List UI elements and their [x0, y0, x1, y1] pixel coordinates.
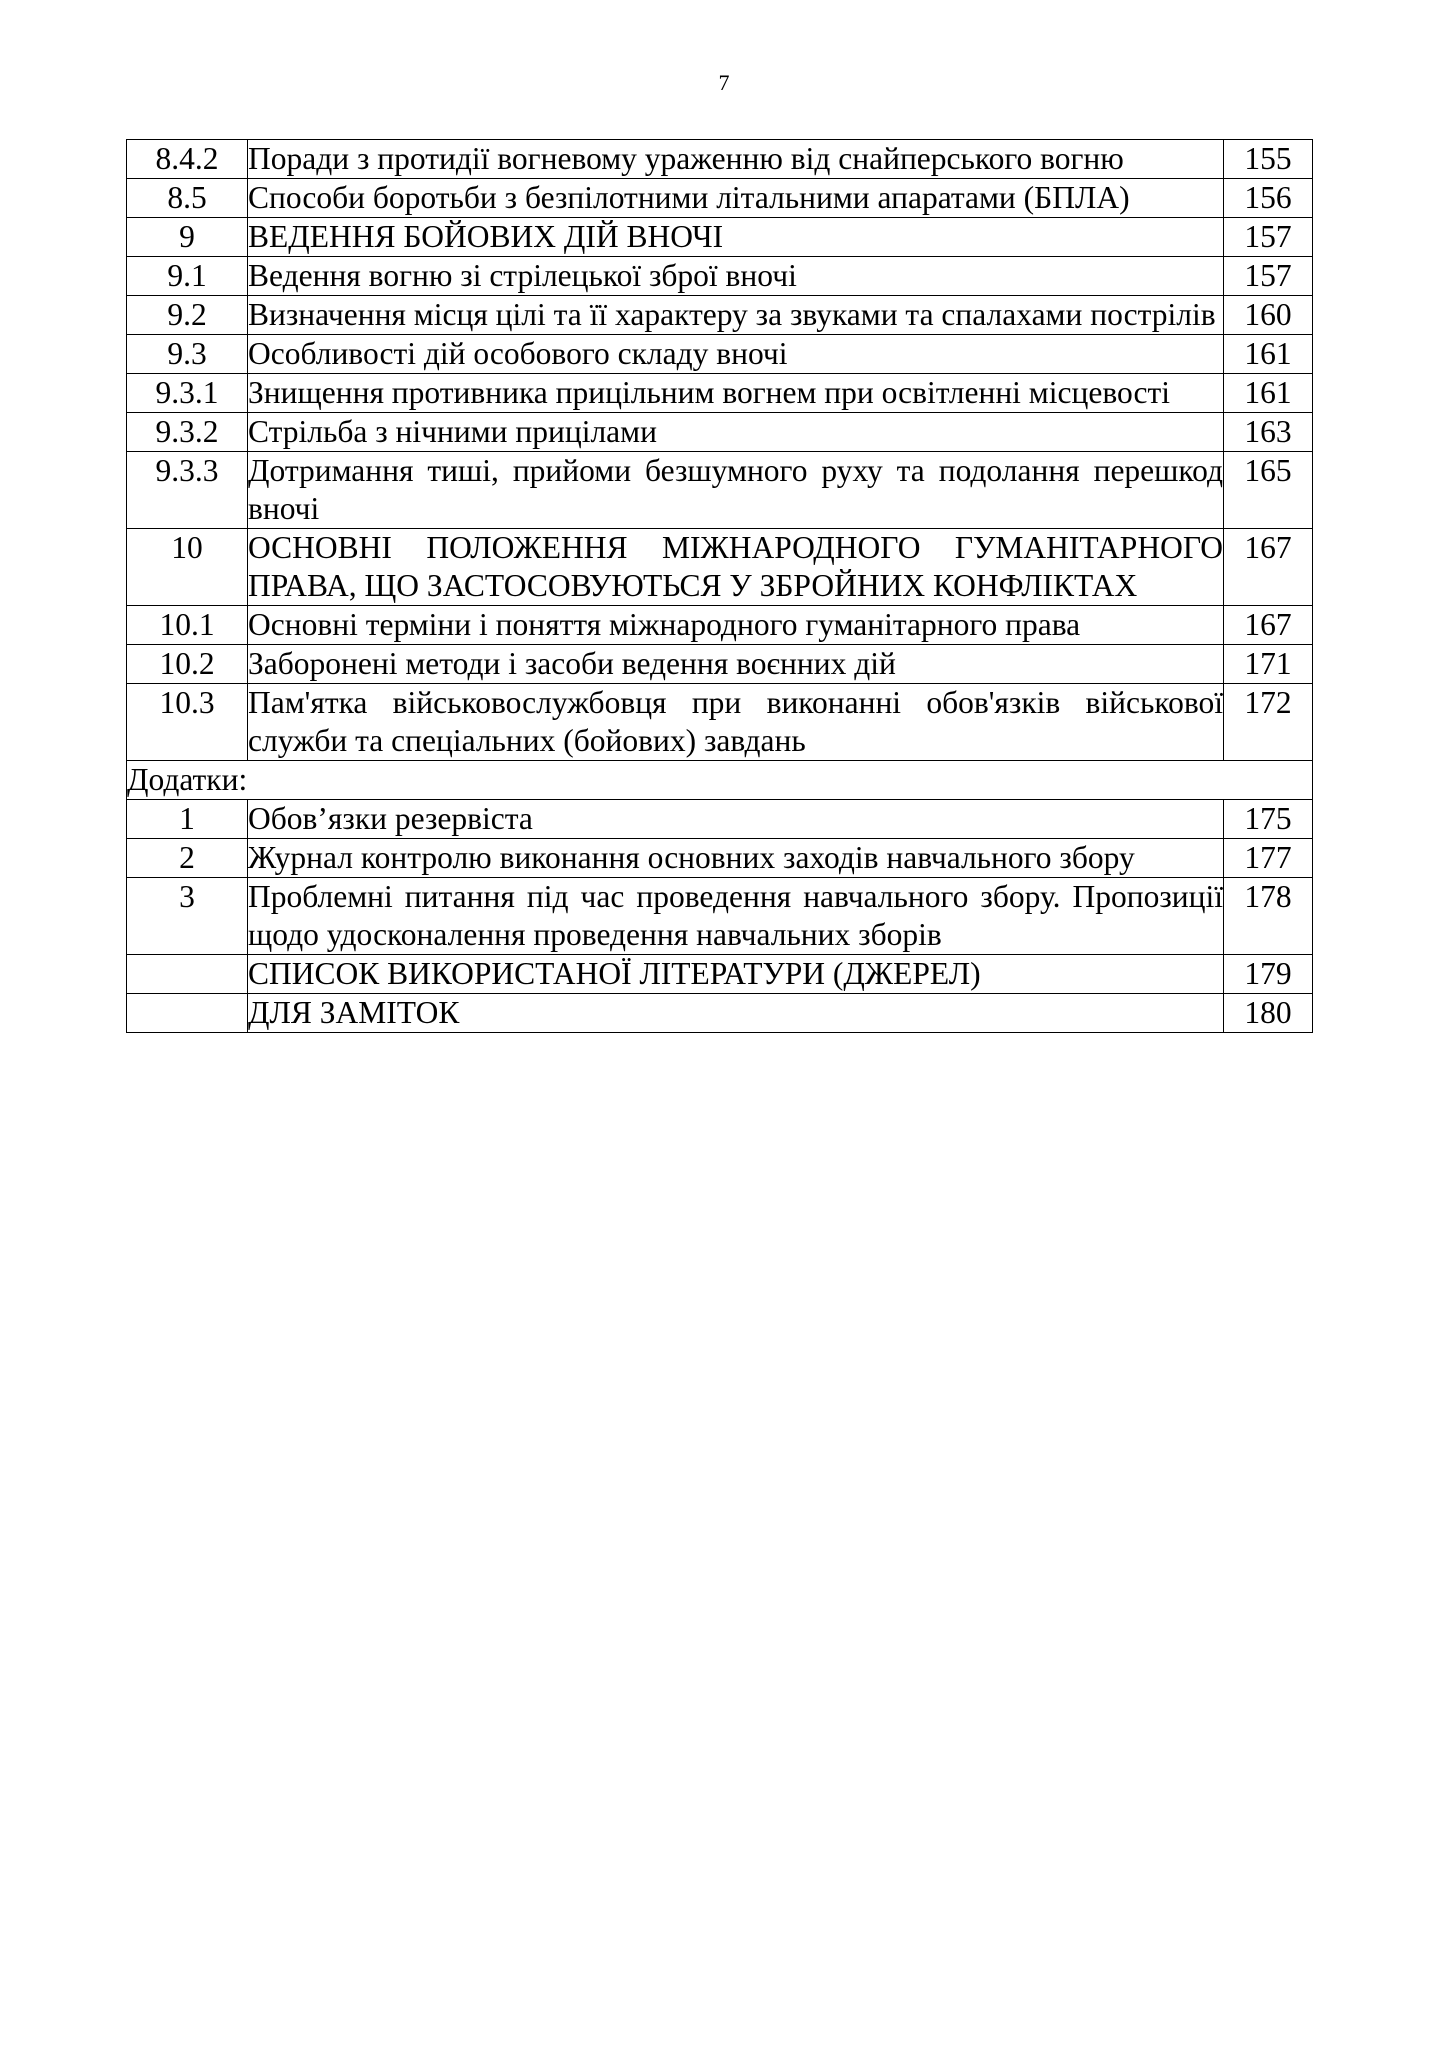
toc-page: 167: [1224, 606, 1313, 645]
toc-number: 10.1: [127, 606, 248, 645]
toc-title: Журнал контролю виконання основних заходів навчального збору: [248, 839, 1224, 878]
toc-row: [127, 257, 1313, 296]
toc-page: 160: [1224, 296, 1313, 335]
toc-page: 179: [1224, 955, 1313, 994]
toc-page: 171: [1224, 645, 1313, 684]
toc-row: [127, 335, 1313, 374]
toc-page: 156: [1224, 179, 1313, 218]
toc-page: 157: [1224, 257, 1313, 296]
toc-title: Обов’язки резервіста: [248, 800, 1224, 839]
toc-title: Заборонені методи і засоби ведення воєнних дій: [248, 645, 1224, 684]
toc-page: 172: [1224, 684, 1313, 761]
toc-row: [127, 684, 1313, 761]
toc-title: Дотримання тиші, прийоми безшумного руху та подолання перешкод вночі: [248, 452, 1224, 529]
table-of-contents: [126, 139, 1313, 1033]
toc-row: [127, 140, 1313, 179]
toc-row: [127, 955, 1313, 994]
toc-page: 175: [1224, 800, 1313, 839]
toc-row: [127, 645, 1313, 684]
toc-number: 2: [127, 839, 248, 878]
appendix-label: Додатки:: [127, 761, 1313, 800]
toc-title: Проблемні питання під час проведення навчального збору. Пропозиції щодо удосконалення проведення навчальних зборів: [248, 878, 1224, 955]
toc-page: 167: [1224, 529, 1313, 606]
toc-number: 9.3.1: [127, 374, 248, 413]
toc-number: 9.2: [127, 296, 248, 335]
toc-title: Основні терміни і поняття міжнародного гуманітарного права: [248, 606, 1224, 645]
page-number: 7: [718, 70, 730, 95]
toc-number: 10.3: [127, 684, 248, 761]
toc-page: 157: [1224, 218, 1313, 257]
toc-row: [127, 374, 1313, 413]
toc-title: Поради з протидії вогневому ураженню від снайперського вогню: [248, 140, 1224, 179]
toc-title: Способи боротьби з безпілотними літальними апаратами (БПЛА): [248, 179, 1224, 218]
toc-number: 8.5: [127, 179, 248, 218]
toc-row: [127, 218, 1313, 257]
toc-row: [127, 452, 1313, 529]
toc-page: 161: [1224, 374, 1313, 413]
toc-page: 165: [1224, 452, 1313, 529]
toc-row: [127, 994, 1313, 1033]
toc-page: 178: [1224, 878, 1313, 955]
toc-row: [127, 839, 1313, 878]
toc-title: СПИСОК ВИКОРИСТАНОЇ ЛІТЕРАТУРИ (ДЖЕРЕЛ): [248, 955, 1224, 994]
toc-page: 163: [1224, 413, 1313, 452]
toc-number: 9.3.2: [127, 413, 248, 452]
toc-row: [127, 878, 1313, 955]
toc-number: 9.3: [127, 335, 248, 374]
toc-number: 3: [127, 878, 248, 955]
toc-row: [127, 800, 1313, 839]
toc-number: 1: [127, 800, 248, 839]
toc-row: [127, 413, 1313, 452]
toc-row: [127, 606, 1313, 645]
toc-title: Ведення вогню зі стрілецької зброї вночі: [248, 257, 1224, 296]
toc-number: 8.4.2: [127, 140, 248, 179]
toc-title: Знищення противника прицільним вогнем при освітленні місцевості: [248, 374, 1224, 413]
toc-row: [127, 529, 1313, 606]
toc-page: 161: [1224, 335, 1313, 374]
toc-title: Пам'ятка військовослужбовця при виконанні обов'язків військової служби та спеціальних (бойових) завдань: [248, 684, 1224, 761]
toc-number: [127, 955, 248, 994]
toc-number: 9.3.3: [127, 452, 248, 529]
toc-row: [127, 296, 1313, 335]
toc-number: 10: [127, 529, 248, 606]
appendix-header-row: [127, 761, 1313, 800]
toc-number: 10.2: [127, 645, 248, 684]
toc-page: 180: [1224, 994, 1313, 1033]
toc-title: Стрільба з нічними прицілами: [248, 413, 1224, 452]
toc-page: 155: [1224, 140, 1313, 179]
toc-row: [127, 179, 1313, 218]
toc-title: ДЛЯ ЗАМІТОК: [248, 994, 1224, 1033]
toc-page: 177: [1224, 839, 1313, 878]
toc-title: Особливості дій особового складу вночі: [248, 335, 1224, 374]
toc-number: [127, 994, 248, 1033]
toc-number: 9.1: [127, 257, 248, 296]
toc-number: 9: [127, 218, 248, 257]
toc-title: ВЕДЕННЯ БОЙОВИХ ДІЙ ВНОЧІ: [248, 218, 1224, 257]
toc-title: ОСНОВНІ ПОЛОЖЕННЯ МІЖНАРОДНОГО ГУМАНІТАРНОГО ПРАВА, ЩО ЗАСТОСОВУЮТЬСЯ У ЗБРОЙНИХ КОНФЛІКТАХ: [248, 529, 1224, 606]
toc-title: Визначення місця цілі та її характеру за звуками та спалахами пострілів: [248, 296, 1224, 335]
